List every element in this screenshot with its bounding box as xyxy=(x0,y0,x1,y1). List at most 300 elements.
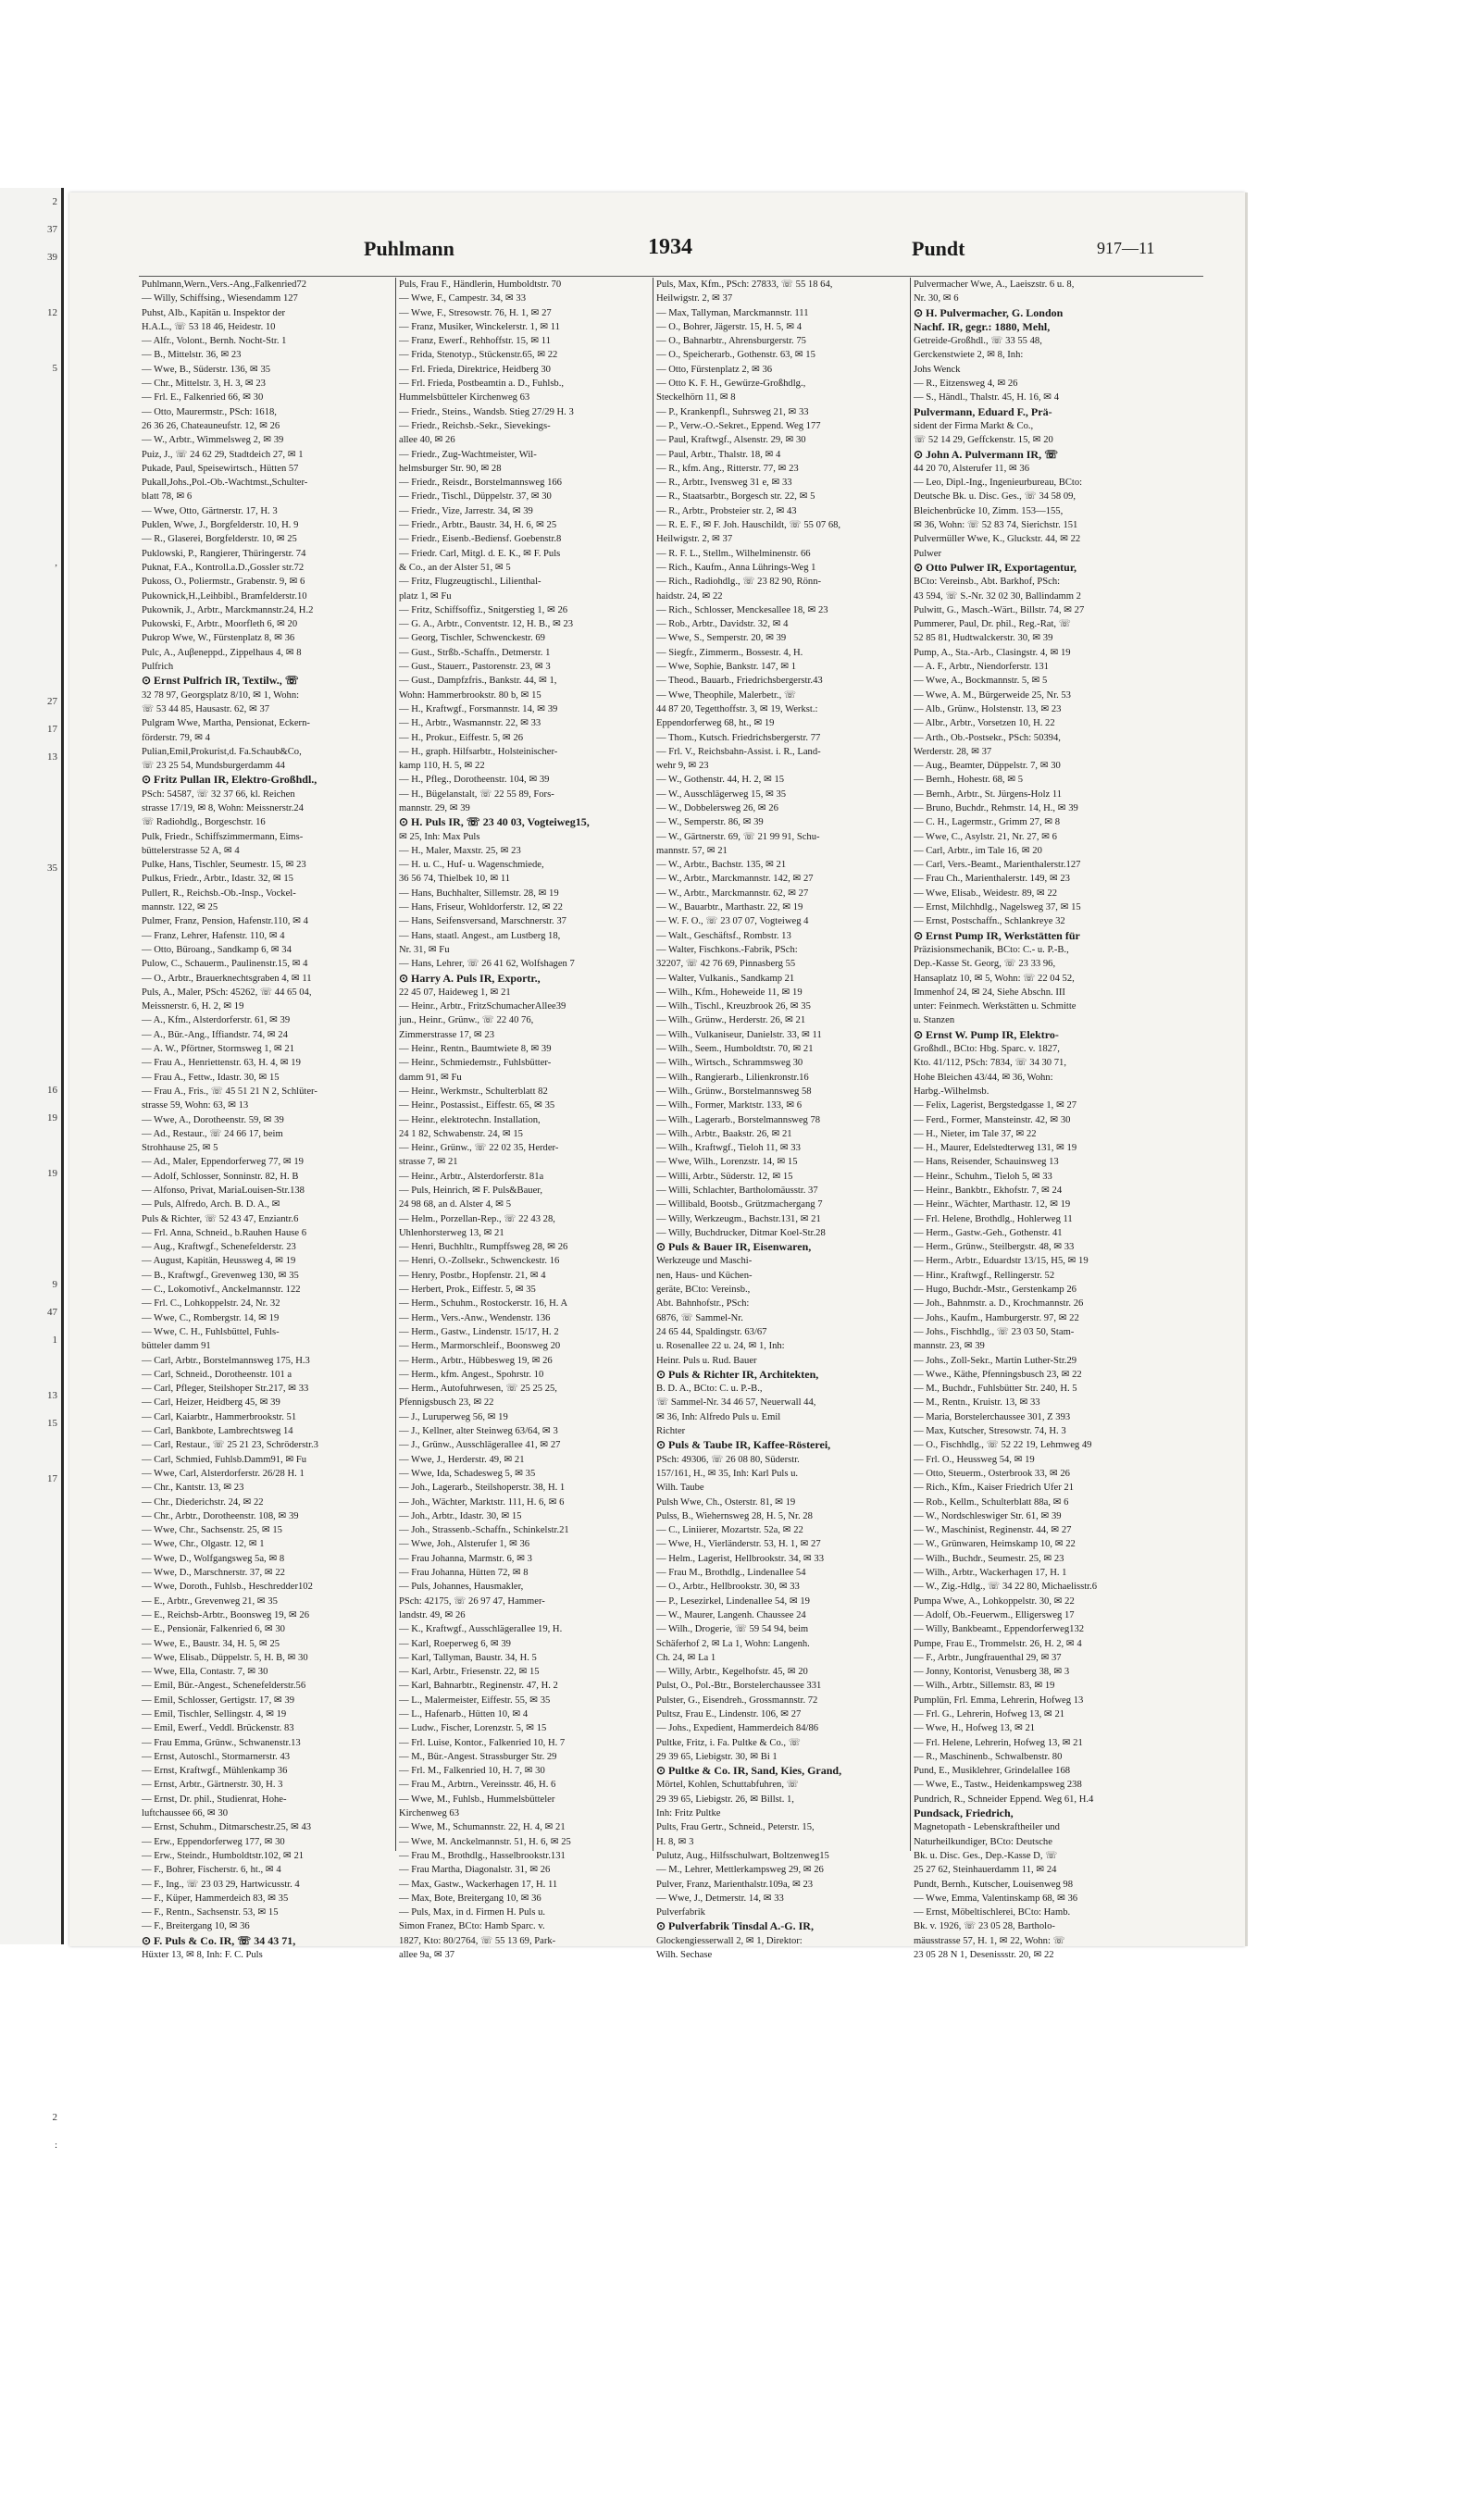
directory-entry: — Frl. Frieda, Direktrice, Heidberg 30 xyxy=(399,364,551,375)
directory-entry: — Friedr. Carl, Mitgl. d. E. K., ✉ F. Puls xyxy=(399,548,561,559)
directory-entry: — Heinr., Werkmstr., Schulterblatt 82 xyxy=(399,1086,548,1097)
directory-entry: — P., Krankenpfl., Suhrsweg 21, ✉ 33 xyxy=(656,406,809,417)
directory-entry: helmsburger Str. 90, ✉ 28 xyxy=(399,463,502,474)
directory-entry: — Ernst, Möbeltischlerei, BCto: Hamb. xyxy=(914,1907,1071,1918)
directory-entry: 32207, ☏ 42 76 69, Pinnasberg 55 xyxy=(656,959,796,970)
directory-entry: — Wwe, Ida, Schadesweg 5, ✉ 35 xyxy=(399,1468,536,1479)
directory-entry: — F., Bohrer, Fischerstr. 6, ht., ✉ 4 xyxy=(142,1865,281,1876)
margin-fragment xyxy=(20,2326,57,2353)
directory-entry: — O., Fischhdlg., ☏ 52 22 19, Lehmweg 49 xyxy=(914,1440,1092,1451)
directory-entry: strasse 7, ✉ 21 xyxy=(399,1157,458,1168)
directory-entry: Pukowski, F., Arbtr., Moorfleth 6, ✉ 20 xyxy=(142,619,298,630)
directory-entry: PSch: 42175, ☏ 26 97 47, Hammer- xyxy=(399,1595,545,1607)
directory-entry: — Franz, Ewerf., Rehhoffstr. 15, ✉ 11 xyxy=(399,336,551,347)
directory-entry: — Heinr., Grünw., ☏ 22 02 35, Herder- xyxy=(399,1143,559,1154)
header-rule xyxy=(139,276,1203,277)
directory-entry: Puiz, J., ☏ 24 62 29, Stadtdeich 27, ✉ 1 xyxy=(142,449,304,460)
margin-fragment: 15 xyxy=(47,1418,57,1429)
directory-entry: 157/161, H., ✉ 35, Inh: Karl Puls u. xyxy=(656,1468,799,1479)
margin-fragment xyxy=(20,1548,57,1576)
directory-entry: — Wilh., Lagerarb., Borstelmannsweg 78 xyxy=(656,1114,821,1125)
margin-fragment xyxy=(20,1132,57,1160)
directory-entry: — Max, Kutscher, Stresowstr. 74, H. 3 xyxy=(914,1426,1066,1437)
directory-entry: Puls & Richter, ☏ 52 43 47, Enziantr.6 xyxy=(142,1213,299,1224)
directory-entry: Pfennigsbusch 23, ✉ 22 xyxy=(399,1397,494,1409)
margin-fragment: 27 xyxy=(47,696,57,707)
directory-entry: Pulverfabrik xyxy=(656,1907,705,1918)
directory-entry: Meissnerstr. 6, H. 2, ✉ 19 xyxy=(142,1001,244,1012)
directory-entry: — Wilh., Former, Marktstr. 133, ✉ 6 xyxy=(656,1100,803,1111)
directory-entry: — Heinr., elektrotechn. Installation, xyxy=(399,1114,541,1125)
directory-entry: — Ernst, Arbtr., Gärtnerstr. 30, H. 3 xyxy=(142,1780,283,1791)
directory-entry: — Frl. Frieda, Postbeamtin a. D., Fuhlsb., xyxy=(399,379,565,390)
directory-entry: — Wwe., Käthe, Pfenningsbusch 23, ✉ 22 xyxy=(914,1369,1082,1380)
directory-entry: — Franz, Lehrer, Hafenstr. 110, ✉ 4 xyxy=(142,930,285,941)
directory-entry: — H., Arbtr., Wasmannstr. 22, ✉ 33 xyxy=(399,718,541,729)
directory-entry: förderstr. 79, ✉ 4 xyxy=(142,732,210,743)
margin-fragment xyxy=(20,1826,57,1854)
margin-fragment xyxy=(20,2464,57,2492)
margin-fragment xyxy=(20,632,57,660)
directory-entry: — O., Bohrer, Jägerstr. 15, H. 5, ✉ 4 xyxy=(656,321,803,332)
directory-entry: — Willi, Arbtr., Süderstr. 12, ✉ 15 xyxy=(656,1171,793,1182)
directory-entry: — Otto K. F. H., Gewürze-Großhdlg., xyxy=(656,379,806,390)
directory-entry: — Joh., Wächter, Marktstr. 111, H. 6, ✉ 6 xyxy=(399,1496,565,1508)
directory-entry: — R. E. F., ✉ F. Joh. Hauschildt, ☏ 55 07 68, xyxy=(656,520,841,531)
directory-entry: jun., Heinr., Grünw., ☏ 22 40 76, xyxy=(399,1015,534,1026)
margin-fragment xyxy=(20,604,57,632)
directory-entry: — Frl. Luise, Kontor., Falkenried 10, H. 7 xyxy=(399,1737,566,1748)
directory-entry: ☏ Radiohdlg., Borgeschstr. 16 xyxy=(142,817,266,828)
directory-entry: — Ernst, Kraftwgf., Mühlenkamp 36 xyxy=(142,1766,288,1777)
directory-entry: — Wwe, F., Stresowstr. 76, H. 1, ✉ 27 xyxy=(399,307,552,318)
directory-entry: — Carl, Heizer, Heidberg 45, ✉ 39 xyxy=(142,1397,280,1409)
directory-entry: — Emil, Ewerf., Veddl. Brückenstr. 83 xyxy=(142,1723,294,1734)
directory-entry: — R., Maschinenb., Schwalbenstr. 80 xyxy=(914,1751,1063,1762)
directory-entry: — Chr., Arbtr., Dorotheenstr. 108, ✉ 39 xyxy=(142,1510,299,1521)
directory-entry: — R., Glaserei, Borgfelderstr. 10, ✉ 25 xyxy=(142,534,297,545)
directory-entry: Pukrop Wwe, W., Fürstenplatz 8, ✉ 36 xyxy=(142,633,295,644)
adjacent-page-fragments xyxy=(20,188,57,2151)
directory-entry: — Erw., Steindr., Humboldtstr.102, ✉ 21 xyxy=(142,1850,305,1861)
directory-entry: Pukall,Johs.,Pol.-Ob.-Wachtmst.,Schulter- xyxy=(142,478,308,489)
directory-entry: — Wilh., Grünw., Borstelmannsweg 58 xyxy=(656,1086,812,1097)
directory-entry: — Adolf, Ob.-Feuerwm., Elligersweg 17 xyxy=(914,1609,1075,1620)
margin-fragment: 19 xyxy=(47,1168,57,1179)
directory-entry: Großhdl., BCto: Hbg. Sparc. v. 1827, xyxy=(914,1044,1060,1055)
directory-entry: — Friedr., Arbtr., Baustr. 34, H. 6, ✉ 25 xyxy=(399,520,557,531)
directory-entry: büttelerstrasse 52 A, ✉ 4 xyxy=(142,845,240,856)
margin-fragment: 39 xyxy=(47,252,57,263)
directory-entry: — Felix, Lagerist, Bergstedgasse 1, ✉ 27 xyxy=(914,1100,1077,1111)
directory-entry: Pulwer xyxy=(914,548,942,559)
directory-entry: — Bernh., Arbtr., St. Jürgens-Holz 11 xyxy=(914,788,1063,800)
directory-entry: Pults, Frau Gertr., Schneid., Peterstr. 15, xyxy=(656,1822,815,1833)
directory-entry: — L., Hafenarb., Hütten 10, ✉ 4 xyxy=(399,1708,529,1719)
margin-fragment xyxy=(20,1798,57,1826)
directory-entry: Werkzeuge und Maschi- xyxy=(656,1256,753,1267)
directory-entry: — Carl, Pfleger, Steilshoper Str.217, ✉ 33 xyxy=(142,1384,309,1395)
directory-entry: — Rich., Schlosser, Menckesallee 18, ✉ 23 xyxy=(656,604,828,615)
directory-entry: ⊙ Puls & Taube IR, Kaffee-Rösterei, xyxy=(656,1438,831,1452)
directory-entry: — Friedr., Reichsb.-Sekr., Sievekings- xyxy=(399,420,551,431)
directory-entry: — Wwe, A., Bockmannstr. 5, ✉ 5 xyxy=(914,676,1048,687)
directory-entry: 26 36 26, Chateauneufstr. 12, ✉ 26 xyxy=(142,420,280,431)
directory-entry: strasse 59, Wohn: 63, ✉ 13 xyxy=(142,1100,249,1111)
directory-entry: 52 85 81, Hudtwalckerstr. 30, ✉ 39 xyxy=(914,633,1053,644)
directory-entry: allee 9a, ✉ 37 xyxy=(399,1950,455,1961)
directory-entry: — Puls, Johannes, Hausmakler, xyxy=(399,1582,524,1593)
directory-entry: Heilwigstr. 2, ✉ 37 xyxy=(656,293,733,304)
directory-entry: — Adolf, Schlosser, Sonninstr. 82, H. B xyxy=(142,1171,299,1182)
margin-fragment xyxy=(20,382,57,410)
directory-entry: — Henri, O.-Zollsekr., Schwenckestr. 16 xyxy=(399,1256,560,1267)
directory-entry: Wohn: Hammerbrookstr. 80 b, ✉ 15 xyxy=(399,689,541,701)
directory-entry: — H., Maurer, Edelstedterweg 131, ✉ 19 xyxy=(914,1143,1077,1154)
directory-entry: ⊙ Pulverfabrik Tinsdal A.-G. IR, xyxy=(656,1919,814,1933)
margin-fragment xyxy=(20,1187,57,1215)
margin-fragment: 13 xyxy=(47,751,57,763)
directory-entry: — R., Eitzensweg 4, ✉ 26 xyxy=(914,379,1018,390)
directory-entry: — R., Arbtr., Ivensweg 31 e, ✉ 33 xyxy=(656,478,792,489)
directory-entry: — Willy, Buchdrucker, Ditmar Koel-Str.28 xyxy=(656,1227,826,1238)
directory-entry: geräte, BCto: Vereinsb., xyxy=(656,1285,751,1296)
directory-entry: — Hans, Lehrer, ☏ 26 41 62, Wolfshagen 7 xyxy=(399,959,575,970)
margin-fragment xyxy=(20,1243,57,1271)
directory-entry: — W., Grünwaren, Heimskamp 10, ✉ 22 xyxy=(914,1539,1076,1550)
directory-entry: — Helm., Lagerist, Hellbrookstr. 34, ✉ 33 xyxy=(656,1553,824,1564)
directory-entry: ⊙ Puls & Bauer IR, Eisenwaren, xyxy=(656,1240,812,1254)
directory-entry: B. D. A., BCto: C. u. P.-B., xyxy=(656,1384,763,1395)
directory-entry: nen, Haus- und Küchen- xyxy=(656,1270,753,1281)
directory-entry: — Herm., Schuhm., Rostockerstr. 16, H. A xyxy=(399,1298,568,1310)
directory-entry: — Wwe, J., Herderstr. 49, ✉ 21 xyxy=(399,1454,525,1465)
directory-entry: — Heinr., Bankbtr., Ekhofstr. 7, ✉ 24 xyxy=(914,1186,1063,1196)
directory-entry: — Alb., Grünw., Holstenstr. 13, ✉ 23 xyxy=(914,703,1062,714)
margin-fragment xyxy=(20,1354,57,1382)
directory-entry: 24 98 68, an d. Alster 4, ✉ 5 xyxy=(399,1199,511,1210)
directory-entry: — O., Bahnarbtr., Ahrensburgerstr. 75 xyxy=(656,336,806,347)
directory-entry: — P., Lesezirkel, Lindenallee 54, ✉ 19 xyxy=(656,1595,810,1607)
margin-fragment xyxy=(20,1965,57,1992)
directory-entry: — O., Arbtr., Brauerknechtsgraben 4, ✉ 11 xyxy=(142,973,312,984)
directory-entry: — H., Prokur., Eiffestr. 5, ✉ 26 xyxy=(399,732,524,743)
directory-entry: — Karl, Bahnarbtr., Reginenstr. 47, H. 2 xyxy=(399,1681,558,1692)
margin-fragment xyxy=(20,271,57,299)
directory-entry: — Willy, Schiffsing., Wiesendamm 127 xyxy=(142,293,298,304)
directory-entry: — H., Nieter, im Tale 37, ✉ 22 xyxy=(914,1128,1037,1139)
directory-entry: — Rich., Radiohdlg., ☏ 23 82 90, Rönn- xyxy=(656,577,822,588)
margin-fragment xyxy=(20,937,57,965)
margin-fragment xyxy=(20,1437,57,1465)
directory-entry: — Johs., Kaufm., Hamburgerstr. 97, ✉ 22 xyxy=(914,1312,1079,1323)
margin-fragment xyxy=(20,1743,57,1770)
directory-entry: — Herm., Autofuhrwesen, ☏ 25 25 25, xyxy=(399,1384,557,1395)
directory-entry: — Wwe, Elisab., Weidestr. 89, ✉ 22 xyxy=(914,888,1058,899)
directory-entry: — Arth., Ob.-Postsekr., PSch: 50394, xyxy=(914,732,1061,743)
directory-entry: — Wwe, F., Campestr. 34, ✉ 33 xyxy=(399,293,527,304)
margin-fragment xyxy=(20,2353,57,2381)
directory-entry: — Fritz, Flugzeugtischl., Lilienthal- xyxy=(399,577,541,588)
column-divider xyxy=(910,278,911,1851)
margin-fragment xyxy=(20,799,57,826)
directory-entry: — J., Grünw., Ausschlägerallee 41, ✉ 27 xyxy=(399,1440,561,1451)
directory-entry: — Otto, Büroang., Sandkamp 6, ✉ 34 xyxy=(142,944,292,955)
directory-entry: 24 65 44, Spaldingstr. 63/67 xyxy=(656,1326,767,1337)
margin-fragment xyxy=(20,1493,57,1521)
margin-fragment xyxy=(20,1049,57,1076)
directory-entry: Präzisionsmechanik, BCto: C.- u. P.-B., xyxy=(914,944,1069,955)
directory-entry: 36 56 74, Thielbek 10, ✉ 11 xyxy=(399,874,511,885)
directory-entry: — Helm., Porzellan-Rep., ☏ 22 43 28, xyxy=(399,1213,555,1224)
directory-entry: — Carl, Bankbote, Lambrechtsweg 14 xyxy=(142,1426,293,1437)
directory-entry: — Wwe, J., Detmerstr. 14, ✉ 33 xyxy=(656,1893,784,1904)
directory-entry: — Joh., Bahnmstr. a. D., Krochmannstr. 26 xyxy=(914,1298,1084,1310)
directory-entry: Naturheilkundiger, BCto: Deutsche xyxy=(914,1836,1052,1847)
directory-entry: — Wwe, A., Dorotheenstr. 59, ✉ 39 xyxy=(142,1114,284,1125)
directory-entry: Pukownick,H.,Leihbibl., Bramfelderstr.10 xyxy=(142,590,307,602)
directory-entry: Pulster, G., Eisendreh., Grossmannstr. 72 xyxy=(656,1694,818,1706)
directory-entry: — Heinr., Arbtr., FritzSchumacherAllee39 xyxy=(399,1001,566,1012)
directory-entry: Werderstr. 28, ✉ 37 xyxy=(914,746,992,757)
margin-fragment xyxy=(20,1632,57,1659)
directory-entry: — Karl, Tallyman, Baustr. 34, H. 5 xyxy=(399,1652,537,1663)
margin-fragment xyxy=(20,2242,57,2270)
directory-entry: — M., Buchdr., Fuhlsbütter Str. 240, H. 5 xyxy=(914,1384,1077,1395)
directory-entry: — E., Pensionär, Falkenried 6, ✉ 30 xyxy=(142,1624,285,1635)
directory-entry: Hüxter 13, ✉ 8, Inh: F. C. Puls xyxy=(142,1950,263,1961)
directory-entry: ✉ 36, Inh: Alfredo Puls u. Emil xyxy=(656,1411,781,1422)
directory-entry: Glockengiesserwall 2, ✉ 1, Direktor: xyxy=(656,1935,803,1946)
directory-entry: — A. W., Pförtner, Stormsweg 1, ✉ 21 xyxy=(142,1044,295,1055)
directory-entry: — Ludw., Fischer, Lorenzstr. 5, ✉ 15 xyxy=(399,1723,547,1734)
page-header xyxy=(69,230,1245,263)
margin-fragment xyxy=(20,1659,57,1687)
directory-entry: Uhlenhorsterweg 13, ✉ 21 xyxy=(399,1227,504,1238)
directory-entry: ⊙ Fritz Pullan IR, Elektro-Großhdl., xyxy=(142,773,317,787)
directory-entry: ☏ 53 44 85, Hausastr. 62, ✉ 37 xyxy=(142,703,270,714)
directory-entry: 44 20 70, Alsterufer 11, ✉ 36 xyxy=(914,463,1029,474)
directory-entry: — Puls, Max, in d. Firmen H. Puls u. xyxy=(399,1907,546,1918)
directory-entry: — Friedr., Tischl., Düppelstr. 37, ✉ 30 xyxy=(399,491,552,503)
directory-entry: — K., Kraftwgf., Ausschlägerallee 19, H. xyxy=(399,1624,563,1635)
directory-entry: Hohe Bleichen 43/44, ✉ 36, Wohn: xyxy=(914,1072,1053,1083)
page-edge xyxy=(1245,192,1248,1946)
directory-entry: — Wwe, Emma, Valentinskamp 68, ✉ 36 xyxy=(914,1893,1078,1904)
directory-entry: Nr. 31, ✉ Fu xyxy=(399,944,450,955)
directory-entry: Pumpe, Frau E., Trommelstr. 26, H. 2, ✉ 4 xyxy=(914,1638,1082,1649)
directory-entry: — Frau Martha, Diagonalstr. 31, ✉ 26 xyxy=(399,1865,551,1876)
directory-entry: — Wilh., Rangierarb., Lilienkronstr.16 xyxy=(656,1072,809,1083)
directory-entry: Schäferhof 2, ✉ La 1, Wohn: Langenh. xyxy=(656,1638,810,1649)
directory-entry: Bk. v. 1926, ☏ 23 05 28, Bartholo- xyxy=(914,1921,1055,1932)
margin-fragment xyxy=(20,1687,57,1715)
directory-entry: — Willibald, Bootsb., Grützmachergang 7 xyxy=(656,1199,823,1210)
margin-fragment xyxy=(20,2187,57,2215)
directory-entry: Pulgram Wwe, Martha, Pensionat, Eckern- xyxy=(142,718,310,729)
directory-entry: — Friedr., Zug-Wachtmeister, Wil- xyxy=(399,449,537,460)
directory-entry: — Bernh., Hohestr. 68, ✉ 5 xyxy=(914,775,1024,786)
margin-fragment xyxy=(20,660,57,688)
directory-entry: ⊙ Ernst Pulfrich IR, Textilw., ☏ xyxy=(142,674,299,688)
directory-entry: Pulst, O., Pol.-Btr., Borstelerchaussee 331 xyxy=(656,1681,822,1692)
directory-entry: Pummerer, Paul, Dr. phil., Reg.-Rat, ☏ xyxy=(914,619,1071,630)
directory-entry: wehr 9, ✉ 23 xyxy=(656,761,709,772)
directory-entry: — P., Verw.-O.-Sekret., Eppend. Weg 177 xyxy=(656,420,821,431)
directory-entry: — R., Staatsarbtr., Borgesch str. 22, ✉ 5 xyxy=(656,491,815,503)
directory-entry: — Wilh., Kraftwgf., Tieloh 11, ✉ 33 xyxy=(656,1143,801,1154)
margin-fragment xyxy=(20,2159,57,2187)
directory-entry: — Carl, Kaiarbtr., Hammerbrookstr. 51 xyxy=(142,1411,297,1422)
margin-fragment xyxy=(20,2020,57,2048)
directory-entry: — R., Arbtr., Probsteier str. 2, ✉ 43 xyxy=(656,505,797,516)
directory-entry: — Frau M., Arbtrn., Vereinsstr. 46, H. 6 xyxy=(399,1780,556,1791)
directory-entry: Puls, Frau F., Händlerin, Humboldtstr. 70 xyxy=(399,279,562,290)
directory-entry: mannstr. 57, ✉ 21 xyxy=(656,845,728,856)
directory-entry: — Leo, Dipl.-Ing., Ingenieurbureau, BCto: xyxy=(914,478,1083,489)
directory-entry: — Frl. C., Lohkoppelstr. 24, Nr. 32 xyxy=(142,1298,280,1310)
directory-entry: mannstr. 29, ✉ 39 xyxy=(399,802,470,813)
directory-entry: — Maria, Borstelerchaussee 301, Z 393 xyxy=(914,1411,1071,1422)
directory-entry: ⊙ H. Puls IR, ☏ 23 40 03, Vogteiweg15, xyxy=(399,815,590,829)
directory-entry: — Wwe, Sophie, Bankstr. 147, ✉ 1 xyxy=(656,662,797,673)
directory-entry: — L., Malermeister, Eiffestr. 55, ✉ 35 xyxy=(399,1694,551,1706)
directory-entry: — Walter, Vulkanis., Sandkamp 21 xyxy=(656,973,795,984)
margin-fragment: 2 xyxy=(52,196,57,207)
directory-entry: mannstr. 23, ✉ 39 xyxy=(914,1341,985,1352)
directory-entry: — E., Reichsb-Arbtr., Boonsweg 19, ✉ 26 xyxy=(142,1609,310,1620)
directory-entry: — Wwe, A. M., Bürgerweide 25, Nr. 53 xyxy=(914,689,1071,701)
directory-entry: — H., Kraftwgf., Forsmannstr. 14, ✉ 39 xyxy=(399,703,558,714)
directory-entry: — Friedr., Vize, Jarrestr. 34, ✉ 39 xyxy=(399,505,533,516)
directory-entry: PSch: 54587, ☏ 32 37 66, kl. Reichen xyxy=(142,788,295,800)
directory-entry: Pulwitt, G., Masch.-Wärt., Billstr. 74, ✉ 27 xyxy=(914,604,1085,615)
directory-entry: — Johs., Expedient, Hammerdeich 84/86 xyxy=(656,1723,819,1734)
directory-entry: 29 39 65, Liebigstr. 30, ✉ Bi 1 xyxy=(656,1751,778,1762)
adjacent-page-edge xyxy=(0,188,64,2151)
directory-entry: ☏ 23 25 54, Mundsburgerdamm 44 xyxy=(142,761,285,772)
directory-entry: ⊙ Puls & Richter IR, Architekten, xyxy=(656,1367,819,1381)
directory-entry: ⊙ John A. Pulvermann IR, ☏ xyxy=(914,447,1059,461)
directory-entry: Pulver, Franz, Marienthalstr.109a, ✉ 23 xyxy=(656,1879,814,1890)
directory-entry: ⊙ Pultke & Co. IR, Sand, Kies, Grand, xyxy=(656,1764,842,1778)
directory-entry: Pukownik, J., Arbtr., Marckmannstr.24, H.2 xyxy=(142,604,314,615)
directory-entry: — Ernst, Schuhm., Ditmarschestr.25, ✉ 43 xyxy=(142,1822,312,1833)
directory-entry: mäusstrasse 57, H. 1, ✉ 22, Wohn: ☏ xyxy=(914,1935,1065,1946)
directory-entry: Pump, A., Sta.-Arb., Clasingstr. 4, ✉ 19 xyxy=(914,647,1071,658)
directory-entry: Steckelhörn 11, ✉ 8 xyxy=(656,392,736,403)
directory-entry: — Wwe, C. H., Fuhlsbüttel, Fuhls- xyxy=(142,1326,280,1337)
directory-entry: Pundrich, R., Schneider Eppend. Weg 61, H.4 xyxy=(914,1794,1094,1805)
directory-entry: haidstr. 24, ✉ 22 xyxy=(656,590,723,602)
directory-entry: — Franz, Musiker, Winckelerstr. 1, ✉ 11 xyxy=(399,321,560,332)
directory-entry: — Erw., Eppendorferweg 177, ✉ 30 xyxy=(142,1836,285,1847)
directory-entry: — Wilh., Wirtsch., Schrammsweg 30 xyxy=(656,1058,803,1069)
directory-entry: Wilh. Sechase xyxy=(656,1950,713,1961)
column-4 xyxy=(914,278,1164,1961)
margin-fragment: 19 xyxy=(47,1112,57,1123)
column-divider xyxy=(395,278,396,1851)
directory-entry: — Heinr., Schmiedemstr., Fuhlsbütter- xyxy=(399,1058,552,1069)
directory-entry: — Emil, Tischler, Sellingstr. 4, ✉ 19 xyxy=(142,1708,287,1719)
directory-entry: Puknat, F.A., Kontroll.a.D.,Gossler str.72 xyxy=(142,562,305,573)
directory-entry: Pulian,Emil,Prokurist,d. Fa.Schaub&Co, xyxy=(142,746,302,757)
directory-entry: — Johs., Zoll-Sekr., Martin Luther-Str.29 xyxy=(914,1355,1077,1366)
margin-fragment xyxy=(20,882,57,910)
directory-entry: — Wwe, Wilh., Lorenzstr. 14, ✉ 15 xyxy=(656,1157,798,1168)
directory-entry: ☏ Sammel-Nr. 34 46 57, Neuerwall 44, xyxy=(656,1397,816,1409)
directory-entry: — Heinr., Rentn., Baumtwiete 8, ✉ 39 xyxy=(399,1044,552,1055)
directory-entry: — Wwe, Theophile, Malerbetr., ☏ xyxy=(656,689,797,701)
directory-entry: — W., Semperstr. 86, ✉ 39 xyxy=(656,817,764,828)
margin-fragment xyxy=(20,1770,57,1798)
directory-entry: — F., Breitergang 10, ✉ 36 xyxy=(142,1921,250,1932)
margin-fragment xyxy=(20,466,57,493)
directory-entry: — Frl. M., Falkenried 10, H. 7, ✉ 30 xyxy=(399,1766,545,1777)
margin-fragment: 5 xyxy=(52,363,57,374)
margin-fragment xyxy=(20,771,57,799)
directory-entry: Getreide-Großhdl., ☏ 33 55 48, xyxy=(914,336,1042,347)
directory-entry: Pukade, Paul, Speisewirtsch., Hütten 57 xyxy=(142,463,299,474)
directory-entry: — Friedr., Eisenb.-Bediensf. Goebenstr.8 xyxy=(399,534,562,545)
directory-entry: ☏ 52 14 29, Geffckenstr. 15, ✉ 20 xyxy=(914,435,1053,446)
directory-entry: — Wwe, B., Süderstr. 136, ✉ 35 xyxy=(142,364,271,375)
directory-entry: — W., Arbtr., Marckmannstr. 62, ✉ 27 xyxy=(656,888,809,899)
directory-entry: landstr. 49, ✉ 26 xyxy=(399,1609,466,1620)
directory-entry: Pumplün, Frl. Emma, Lehrerin, Hofweg 13 xyxy=(914,1694,1084,1706)
margin-fragment xyxy=(20,2048,57,2076)
directory-entry: — Wwe, Joh., Alsterufer 1, ✉ 36 xyxy=(399,1539,530,1550)
margin-fragment: 35 xyxy=(47,863,57,874)
directory-entry: — Frl. O., Heussweg 54, ✉ 19 xyxy=(914,1454,1035,1465)
directory-entry: — O., Speicherarb., Gothenstr. 63, ✉ 15 xyxy=(656,350,815,361)
directory-entry: — M., Rentn., Kruistr. 13, ✉ 33 xyxy=(914,1397,1040,1409)
margin-fragment: 12 xyxy=(47,307,57,318)
margin-fragment xyxy=(20,1854,57,1881)
directory-entry: Pulss, B., Wiehernsweg 28, H. 5, Nr. 28 xyxy=(656,1510,813,1521)
directory-entry: — B., Mittelstr. 36, ✉ 23 xyxy=(142,350,242,361)
directory-entry: Pulvermann, Eduard F., Prä- xyxy=(914,404,1052,418)
directory-entry: — Frau Ch., Marienthalerstr. 149, ✉ 23 xyxy=(914,874,1070,885)
directory-entry: — W., Maschinist, Reginenstr. 44, ✉ 27 xyxy=(914,1525,1072,1536)
directory-entry: Abt. Bahnhofstr., PSch: xyxy=(656,1298,750,1310)
directory-entry: — F., Ing., ☏ 23 03 29, Hartwicusstr. 4 xyxy=(142,1879,300,1890)
directory-entry: — Wwe, D., Marschnerstr. 37, ✉ 22 xyxy=(142,1568,285,1579)
directory-entry: — Ferd., Former, Mansteinstr. 42, ✉ 30 xyxy=(914,1114,1071,1125)
directory-entry: — Wwe, E., Tastw., Heidenkampsweg 238 xyxy=(914,1780,1082,1791)
directory-entry: — Herm., Gastw.-Geh., Gothenstr. 41 xyxy=(914,1227,1063,1238)
directory-entry: — Puls, Heinrich, ✉ F. Puls&Bauer, xyxy=(399,1186,543,1196)
directory-entry: — Max, Gastw., Wackerhagen 17, H. 11 xyxy=(399,1879,558,1890)
directory-entry: — Jonny, Kontorist, Venusberg 38, ✉ 3 xyxy=(914,1667,1070,1678)
directory-entry: — Ernst, Autoschl., Stormarnerstr. 43 xyxy=(142,1751,291,1762)
directory-entry: Hummelsbütteler Kirchenweg 63 xyxy=(399,392,530,403)
directory-entry: — H., Pfleg., Dorotheenstr. 104, ✉ 39 xyxy=(399,775,550,786)
directory-entry: — Thom., Kutsch. Friedrichsbergerstr. 77 xyxy=(656,732,821,743)
directory-entry: — W., Ausschlägerweg 15, ✉ 35 xyxy=(656,788,787,800)
directory-entry: — Frau Johanna, Hütten 72, ✉ 8 xyxy=(399,1568,529,1579)
directory-entry: — Wilh., Tischl., Kreuzbrook 26, ✉ 35 xyxy=(656,1001,811,1012)
directory-entry: — Frau A., Fettw., Idastr. 30, ✉ 15 xyxy=(142,1072,280,1083)
directory-entry: — Max, Bote, Breitergang 10, ✉ 36 xyxy=(399,1893,541,1904)
column-2 xyxy=(399,278,649,1961)
directory-entry: Pulvermacher Wwe, A., Laeiszstr. 6 u. 8, xyxy=(914,279,1075,290)
directory-entry: — W. F. O., ☏ 23 07 07, Vogteiweg 4 xyxy=(656,916,809,927)
directory-entry: Ch. 24, ✉ La 1 xyxy=(656,1652,716,1663)
directory-page xyxy=(69,192,1245,1961)
directory-entry: — Wwe, Elisab., Düppelstr. 5, H. B, ✉ 30 xyxy=(142,1652,308,1663)
directory-entry: H.A.L., ☏ 53 18 46, Heidestr. 10 xyxy=(142,321,276,332)
